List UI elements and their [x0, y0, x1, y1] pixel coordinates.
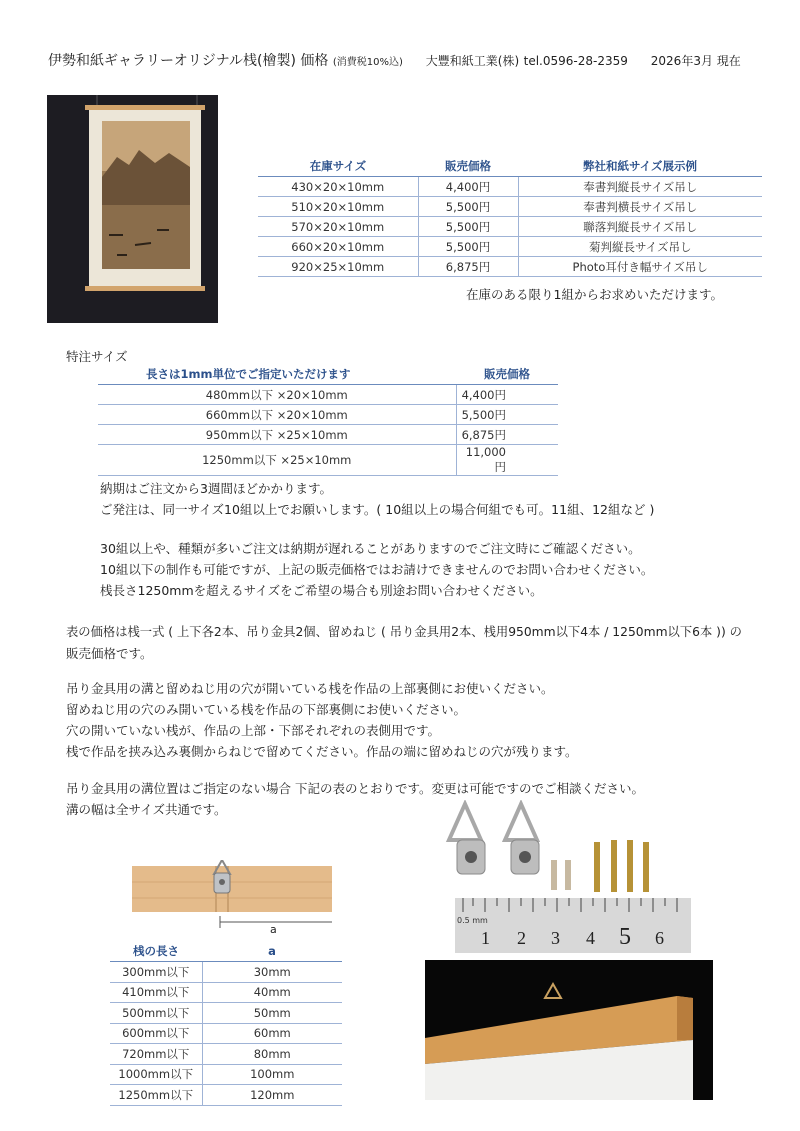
cell-price: 4,400円 — [418, 177, 518, 197]
text-line: 桟長さ1250mmを超えるサイズをご希望の場合も別途お問い合わせください。 — [100, 583, 543, 598]
stock-note: 在庫のある限り1組からお求めいただけます。 — [466, 287, 723, 302]
text-line: 桟で作品を挟み込み裏側からねじで留めてください。作品の端に留めねじの穴が残ります。 — [66, 744, 578, 759]
table-row — [258, 257, 762, 277]
cell-example: 奉書判横長サイズ吊し — [518, 197, 762, 217]
table-row — [110, 982, 342, 1003]
cell-example: 奉書判縦長サイズ吊し — [518, 177, 762, 197]
text-line: 販売価格です。 — [66, 646, 153, 661]
text-line: ご発注は、同一サイズ10組以上でお願いします。( 10組以上の場合何組でも可。11組、12組など ) — [100, 502, 655, 517]
table-row — [98, 445, 558, 476]
usage-notes — [66, 678, 578, 762]
cell-price: 6,875円 — [418, 257, 518, 277]
table-row — [98, 405, 558, 425]
cell-length: 500mm以下 — [110, 1003, 202, 1024]
cell-price: 5,500円 — [456, 405, 558, 425]
table-row — [258, 177, 762, 197]
groove-position-table — [110, 943, 342, 1106]
cell-length: 1250mm以下 ×25×10mm — [98, 445, 456, 476]
cell-length: 410mm以下 — [110, 982, 202, 1003]
col-header-length: 長さは1mm単位でご指定いただけます — [98, 366, 456, 385]
cell-size: 660×20×10mm — [258, 237, 418, 257]
text-line: 留めねじ用の穴のみ開いている桟を作品の下部裏側にお使いください。 — [66, 702, 467, 717]
table-row — [110, 1023, 342, 1044]
tax-note: (消費税10%込) — [332, 57, 403, 68]
text-line: 溝の幅は全サイズ共通です。 — [66, 802, 227, 817]
cell-example: 聯落判縦長サイズ吊し — [518, 217, 762, 237]
cell-length: 1000mm以下 — [110, 1064, 202, 1085]
col-header-a: a — [202, 943, 342, 962]
cell-price: 4,400円 — [456, 385, 558, 405]
text-line: 吊り金具用の溝位置はご指定のない場合 下記の表のとおりです。変更は可能ですのでご相談ください。 — [66, 781, 644, 796]
cell-a: 120mm — [202, 1085, 342, 1106]
rail-groove-diagram — [132, 860, 332, 936]
cell-size: 510×20×10mm — [258, 197, 418, 217]
col-header-example: 弊社和紙サイズ展示例 — [518, 158, 762, 177]
col-header-rail-length: 桟の長さ — [110, 943, 202, 962]
cell-length: 480mm以下 ×20×10mm — [98, 385, 456, 405]
text-line: 納期はご注文から3週間ほどかかります。 — [100, 481, 332, 496]
cell-length: 300mm以下 — [110, 962, 202, 983]
cell-length: 660mm以下 ×20×10mm — [98, 405, 456, 425]
ruler-unit-label: 0.5 mm — [457, 916, 488, 925]
col-header-price: 販売価格 — [418, 158, 518, 177]
stock-size-table — [258, 158, 762, 277]
cell-price: 5,500円 — [418, 217, 518, 237]
page-title: 伊勢和紙ギャラリーオリジナル桟(檜製) 価格 — [48, 53, 329, 69]
hanging-artwork-photo — [47, 95, 218, 323]
ruler-number: 5 — [619, 924, 631, 950]
ruler-number: 1 — [481, 928, 490, 948]
page-header — [48, 50, 741, 70]
cell-example: 菊判縦長サイズ吊し — [518, 237, 762, 257]
table-header-row — [258, 158, 762, 177]
cell-price: 5,500円 — [418, 197, 518, 217]
table-row — [110, 1044, 342, 1065]
hardware-photo — [443, 800, 691, 953]
set-contents-notes — [66, 622, 786, 664]
col-header-stock-size: 在庫サイズ — [258, 158, 418, 177]
dimension-a-label: a — [270, 923, 277, 936]
text-line: 10組以下の制作も可能ですが、上記の販売価格ではお請けできませんのでお問い合わせください。 — [100, 562, 654, 577]
table-row — [258, 197, 762, 217]
cell-size: 570×20×10mm — [258, 217, 418, 237]
text-line: 穴の開いていない桟が、作品の上部・下部それぞれの表側用です。 — [66, 723, 441, 738]
cell-size: 430×20×10mm — [258, 177, 418, 197]
cell-length: 1250mm以下 — [110, 1085, 202, 1106]
table-header-row — [98, 366, 558, 385]
as-of-date: 2026年3月 現在 — [650, 54, 741, 68]
text-line: 吊り金具用の溝と留めねじ用の穴が開いている桟を作品の上部裏側にお使いください。 — [66, 681, 554, 696]
cell-length: 720mm以下 — [110, 1044, 202, 1065]
table-header-row — [110, 943, 342, 962]
table-row — [258, 217, 762, 237]
table-row — [110, 1064, 342, 1085]
ruler-number: 4 — [586, 928, 595, 948]
custom-size-label: 特注サイズ — [66, 349, 128, 364]
cell-price: 11,000円 — [456, 445, 558, 476]
cell-a: 80mm — [202, 1044, 342, 1065]
cell-length: 600mm以下 — [110, 1023, 202, 1044]
cell-price: 5,500円 — [418, 237, 518, 257]
table-row — [110, 1003, 342, 1024]
cell-length: 950mm以下 ×25×10mm — [98, 425, 456, 445]
ruler-number: 2 — [517, 928, 526, 948]
order-notes — [100, 538, 653, 601]
lead-time-notes — [100, 478, 654, 520]
cell-a: 40mm — [202, 982, 342, 1003]
table-row — [110, 962, 342, 983]
table-row — [258, 237, 762, 257]
cell-a: 60mm — [202, 1023, 342, 1044]
cell-price: 6,875円 — [456, 425, 558, 445]
text-line: 30組以上や、種類が多いご注文は納期が遅れることがありますのでご注文時にご確認ください。 — [100, 541, 641, 556]
ruler-number: 3 — [551, 928, 560, 948]
cell-example: Photo耳付き幅サイズ吊し — [518, 257, 762, 277]
cell-a: 30mm — [202, 962, 342, 983]
company-name: 大豐和紙工業(株) — [425, 54, 520, 68]
cell-a: 100mm — [202, 1064, 342, 1085]
company-tel: tel.0596-28-2359 — [523, 54, 628, 68]
col-header-price: 販売価格 — [456, 366, 558, 385]
table-row — [98, 425, 558, 445]
ruler-number: 6 — [655, 928, 664, 948]
table-row — [98, 385, 558, 405]
text-line: 表の価格は桟一式 ( 上下各2本、吊り金具2個、留めねじ ( 吊り金具用2本、桟用950mm以下4本 / 1250mm以下6本 )) の — [66, 625, 742, 639]
table-row — [110, 1085, 342, 1106]
custom-size-table — [98, 366, 558, 476]
cell-size: 920×25×10mm — [258, 257, 418, 277]
rail-hanging-photo — [425, 960, 713, 1100]
cell-a: 50mm — [202, 1003, 342, 1024]
